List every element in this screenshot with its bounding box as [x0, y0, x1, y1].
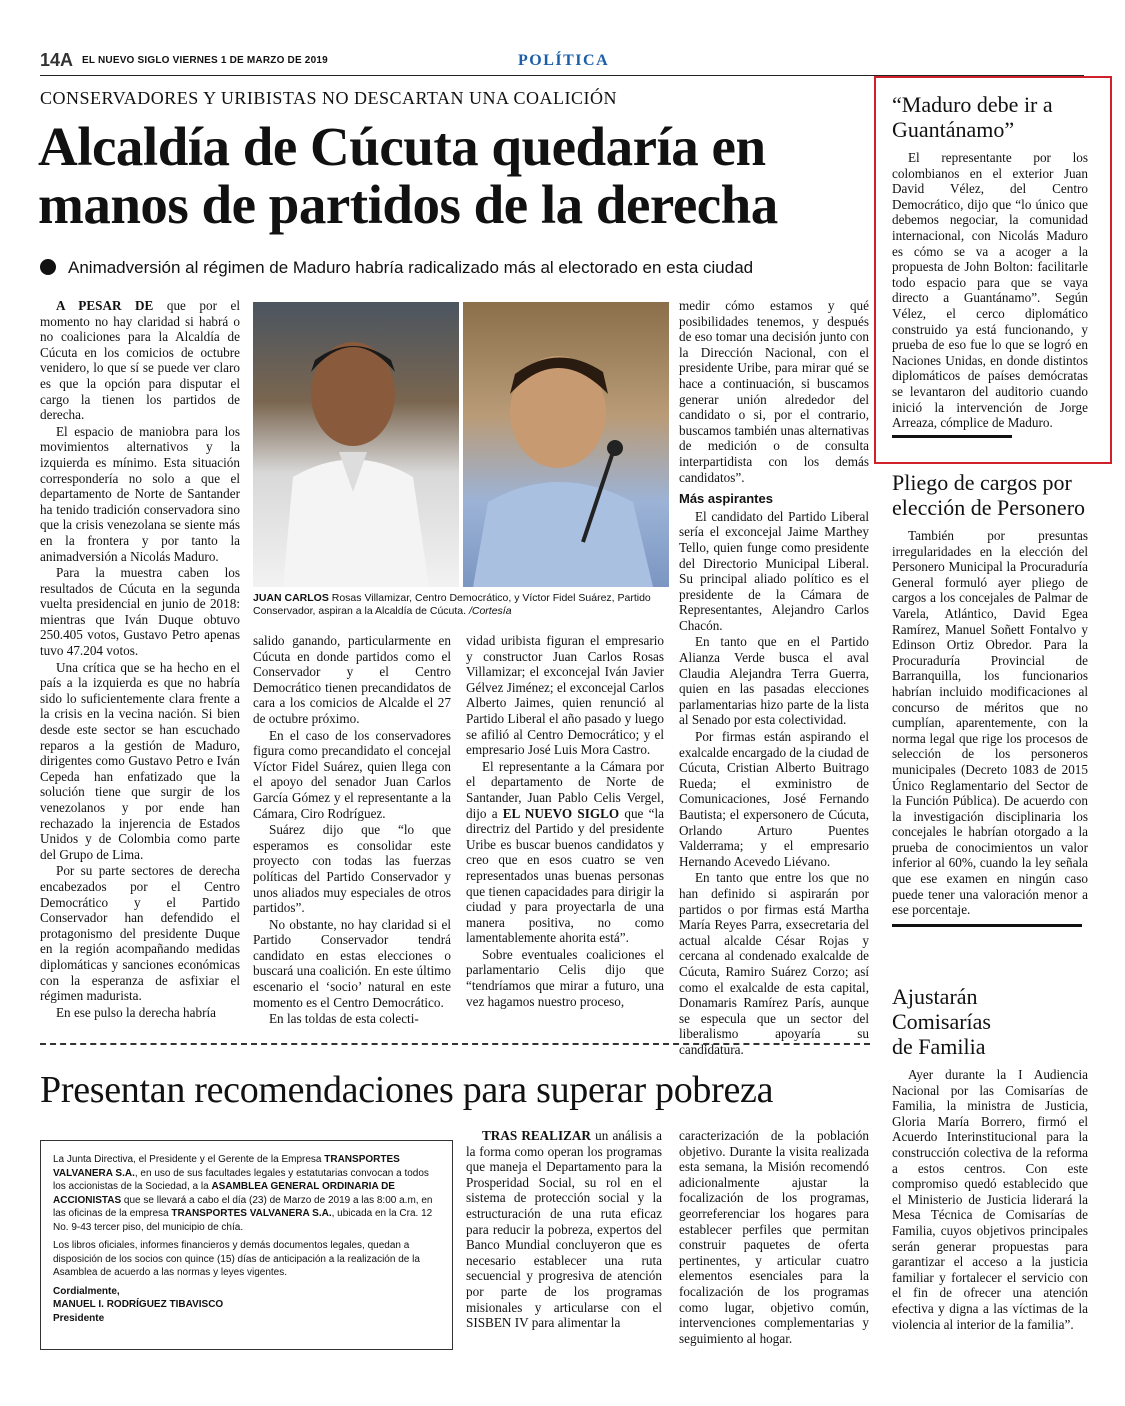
article-column-3	[466, 633, 664, 1010]
paragraph: salido ganando, particularmente en Cúcuta en donde partidos como el Conservador y el Centro Democrático tienen precandidatos de cara a los comicios de Alcalde el 27 de octubre próximo.	[253, 633, 451, 726]
article-column-2	[253, 633, 451, 1028]
notice-signer: MANUEL I. RODRÍGUEZ TIBAVISCO	[53, 1299, 224, 1310]
section-subtitle: Más aspirantes	[679, 491, 773, 507]
notice-closing: Cordialmente,	[53, 1285, 120, 1297]
paragraph: El espacio de maniobra para los movimientos alternativos y la izquierda es mínimo. Esta situación correspondería no solo a que el departamento de Norte de Santander ha tenido tradición conservadora sino que la crisis venezolana se siente más en la frontera y por tanto la animadversión a Nicolás Maduro.	[40, 423, 240, 564]
paragraph: En las toldas de esta colecti-	[269, 1011, 419, 1027]
paragraph: Para la muestra caben los resultados de Cúcuta en la segunda vuelta presidencial en junio de 2018: mientras que Iván Duque obtuvo 250.405 votos, Gustavo Petro apenas tuvo 47.204 votos.	[40, 565, 240, 659]
sidebar-box-maduro	[892, 92, 1088, 438]
paragraph: En tanto que en el Partido Alianza Verde busca el aval Claudia Alejandra Terra Guerra, quien en las pasadas elecciones parlamentarias hizo parte de la lista al Senado por esta colectividad.	[679, 634, 869, 728]
sidebar-rule	[892, 924, 1082, 927]
paragraph-text: que “la directriz del Partido y del presidente Uribe es buscar buenos candidatos y creo que en esos cuatro se ven representados unas buenas personas que tienen capacidades para dirigir la ciudad y para proyectarla de una manera positiva, no como lamentablemente ahorita está”.	[466, 805, 664, 946]
notice-assembly: ASAMBLEA GENERAL ORDINARIA DE ACCIONISTAS	[53, 1181, 395, 1206]
photo-caption	[253, 592, 669, 618]
sidebar-rule	[892, 435, 1012, 438]
notice-text: que se llevará a cabo el día (23) de Marzo de 2019 a las 8:00 a.m, en las oficinas de la empresa	[53, 1194, 433, 1219]
sidebar-title: “Maduro debe ir a Guantánamo”	[892, 92, 1053, 142]
paragraph-text: que por el momento no hay claridad si habrá o no coaliciones para la Alcaldía de Cúcuta en los comicios de octubre venidero, lo que sí se puede ver claro es que la opción para disputar el cargo la tienen los partidos de derecha.	[40, 298, 240, 423]
bullet-icon	[40, 259, 56, 275]
second-article-column-1	[466, 1128, 662, 1332]
publication-mention: EL NUEVO SIGLO	[502, 805, 620, 821]
paragraph	[466, 1128, 662, 1331]
caption-credit: /Cortesía	[466, 605, 512, 617]
notice-text: La Junta Directiva, el Presidente y el Gerente de la Empresa	[53, 1154, 325, 1165]
paragraph: Suárez dijo que “lo que esperamos es consolidar este proyecto con todas las fuerzas políticas del Partido Conservador y unos aliados muy especiales de otros partidos”.	[253, 822, 451, 916]
article-headline: Alcaldía de Cúcuta quedaría en manos de partidos de la derecha	[38, 116, 778, 235]
article-column-1	[40, 298, 240, 1021]
paragraph-text: un análisis a la forma como operan los programas que maneja el Departamento para la Prosperidad Social, su rol en el sistema de protección social y la estructuración de una ruta eficaz para reducir la pobreza, expertos del Banco Mundial concluyeron que es necesario establecer una ruta secuencial y progresiva de atención por parte de los programas misionales y articularse con el SISBEN IV para alimentar la	[466, 1128, 662, 1331]
shareholders-notice	[40, 1140, 453, 1350]
notice-text: , en uso de sus facultades legales y estatutarias convocan a todos los accionistas de la Sociedad, a la	[53, 1167, 429, 1192]
section-name: POLÍTICA	[518, 52, 610, 69]
paragraph: En el caso de los conservadores figura como precandidato el concejal Víctor Fidel Suárez, quien llega con el apoyo del senador Juan Carlos García Gómez y el representante a la Cámara, Ciro Rodríguez.	[253, 727, 451, 821]
paragraph-text: El representante a la Cámara por el departamento de Norte de Santander, Juan Pablo Celis Vergel, dijo a	[466, 758, 664, 821]
lead-in: TRAS REALIZAR	[482, 1128, 591, 1143]
page-header	[40, 44, 1084, 76]
paragraph: Una crítica que se ha hecho en el país a la izquierda es que no habría sido lo suficientemente clara frente a la crisis en la vecina nación. Si bien desde este sector se han escuchado reparos a la gestión de Maduro, dirigentes como Gustavo Petro e Iván Cepeda han enfatizado que la solución tiene que surgir de los venezolanos y por ende han rechazado la injerencia de Estados Unidos y de Colombia como parte del Grupo de Lima.	[40, 659, 240, 862]
caption-text: Rosas Villamizar, Centro Democrático, y Víctor Fidel Suárez, Partido Conservador, aspiran a la Alcaldía de Cúcuta.	[253, 592, 651, 617]
photo-juan-carlos-rosas	[463, 302, 669, 587]
sidebar-box-comisarias	[892, 984, 1088, 1332]
article-kicker: CONSERVADORES Y URIBISTAS NO DESCARTAN UNA COALICIÓN	[40, 88, 617, 108]
caption-name: JUAN CARLOS	[253, 592, 329, 604]
sidebar-box-personero	[892, 470, 1088, 927]
sidebar-body: Ayer durante la I Audiencia Nacional por las Comisarías de Familia, la ministra de Justicia, Gloria María Borrero, firmó el Acuerdo Interinstitucional para la construcción colectiva de la reforma a estos centros. Con este compromiso quedó establecido que el Ministerio de Justicia liderará la Mesa Técnica de Comisarías de Familia, cuyos objetivos principales serán generar propuestas para garantizar el acceso a la justicia familiar y fortalecer el servicio con el fin de ofrecer una atención efectiva y digna a las víctimas de la violencia al interior de la familia”.	[892, 1067, 1088, 1332]
second-article-headline: Presentan recomendaciones para superar pobreza	[40, 1069, 774, 1111]
paragraph	[466, 759, 664, 946]
notice-role: Presidente	[53, 1312, 105, 1324]
page-number: 14A	[40, 50, 74, 70]
paragraph: En ese pulso la derecha habría	[56, 1004, 217, 1020]
portrait-illustration	[463, 302, 669, 587]
paragraph: En tanto que entre los que no han definido si aspirarán por partidos o por firmas está Martha María Reyes Parra, exsecretaria del actual alcalde César Rojas y cercana al condenado exalcalde de Cúcuta, Ramiro Suárez Corzo; así como el exalcalde de esta capital, Donamaris Ramírez París, aunque se especula que un sector del liberalismo apoyaría su candidatura.	[679, 870, 869, 1057]
sidebar-body: El representante por los colombianos en el exterior Juan David Vélez, del Centro Democrático, dijo que “lo único que debemos negociar, la comunidad internacional, con Nicolás Maduro es cómo se va a acoger a la propuesta de John Bolton: facilitarle todo espacio para que se vaya directo a Guantánamo”. Según Vélez, el cerco diplomático construido ya está funcionando, y prueba de eso fue lo que se logró en Naciones Unidas, en donde distintos diplomáticos de países demócratas se levantaron del auditorio cuando inició la intervención de Jorge Arreaza, cómplice de Maduro.	[892, 150, 1088, 431]
notice-text: , ubicada en la Cra. 12 No. 9-43 tercer piso, del municipio de chía.	[53, 1208, 433, 1233]
paragraph: medir cómo estamos y qué posibilidades tenemos, y después de eso tomar una decisión junto con la Dirección Nacional, con el presidente Uribe, para mirar qué se hace a continuación, si buscamos generar unión alrededor del candidato o si, por el contrario, buscamos también unas alternativas de medición o de consulta interpartidista con los demás candidatos”.	[679, 298, 869, 485]
paragraph: caracterización de la población objetivo. Durante la visita realizada esta semana, la Misión recomendó adicionalmente ajustar la focalización de los programas, georreferenciar los hogares para establecer perfiles que permitan construir paquetes de oferta pertinentes, y articular cuatro elementos esenciales para la focalización de los programas como lugar, objetivo común, intervenciones complementarias y seguimiento al hogar.	[679, 1128, 869, 1346]
article-subhead	[40, 258, 870, 278]
notice-paragraph	[53, 1153, 442, 1234]
article-column-4	[679, 298, 869, 1059]
paragraph: No obstante, no hay claridad si el Partido Conservador tendrá candidato en estas elecciones o buscará una coalición. En este último escenario el ‘socio’ natural en este momento es el Centro Democrático.	[253, 916, 451, 1010]
sidebar-title: Ajustarán Comisarías de Familia	[892, 984, 991, 1059]
publication-line: EL NUEVO SIGLO VIERNES 1 DE MARZO DE 2019	[82, 55, 328, 66]
photo-victor-fidel-suarez	[253, 302, 459, 587]
paragraph: Por su parte sectores de derecha encabezados por el Centro Democrático y el Partido Conservador han defendido el protagonismo del presidente Duque en la región acompañando medidas diplomáticas y sanciones económicas con la esperanza de asfixiar el régimen madurista.	[40, 863, 240, 1004]
subhead-text: Animadversión al régimen de Maduro habría radicalizado más al electorado en esta ciudad	[68, 258, 754, 277]
paragraph: Sobre eventuales coaliciones el parlamentario Celis dijo que “tendríamos que mirar a futuro, una vez hagamos nuestro proceso,	[466, 946, 664, 1009]
paragraph: vidad uribista figuran el empresario y constructor Juan Carlos Rosas Villamizar; el exconcejal Iván Javier Gélvez Jiménez; el exconcejal Carlos Alberto Jaimes, quien renunció al Partido Liberal el año pasado y luego se afilió al Centro Democrático; y el empresario José Luis Mora Castro.	[466, 633, 664, 758]
notice-company: TRANSPORTES VALVANERA S.A.	[53, 1154, 400, 1179]
paragraph: Por firmas están aspirando el exalcalde encargado de la ciudad de Cúcuta, Cristian Alberto Buitrago Rueda; el exministro de Comunicaciones, José Fernando Bautista; el expersonero de Cúcuta, Orlando Arturo Puentes Valderrama; y el empresario Hernando Acevedo Liévano.	[679, 729, 869, 869]
paragraph: El candidato del Partido Liberal sería el exconcejal Jaime Marthey Tello, quien funge como presidente del Directorio Municipal Liberal. Su principal aliado político es el presidente de la Cámara de Representantes, Alejandro Carlos Chacón.	[679, 508, 869, 633]
paragraph	[40, 298, 240, 423]
notice-paragraph: Los libros oficiales, informes financieros y demás documentos legales, quedan a disposición de los socios con quince (15) días de anticipación a la realización de la Asamblea de acuerdo a las normas y leyes vigentes.	[53, 1240, 420, 1278]
sidebar-body: También por presuntas irregularidades en la elección del Personero Municipal la Procuraduría General formuló ayer pliego de cargos a los concejales de Palmar de Varela, Atlántico, David Egea Ramírez, Manuel Soñett Fontalvo y Edinson Ortiz Obredor. Para la Procuraduría Provincial de Barranquilla, los funcionarios habrían incluido modificaciones al concurso de méritos que no cumplían, aparentemente, con la norma legal que rige los procesos de selección de los personeros municipales (Decreto 1083 de 2015 Único Reglamentario del Sector de la Función Pública). De acuerdo con la investigación disciplinaria los concejales le habrían otorgado a la prueba de conocimientos un valor inferior al 60%, cuando la ley señala que ese examen en ningún caso puede tener una valoración menor a ese porcentaje.	[892, 528, 1088, 918]
portrait-illustration	[253, 302, 459, 587]
notice-company: TRANSPORTES VALVANERA S.A.	[171, 1208, 332, 1219]
sidebar-title: Pliego de cargos por elección de Personero	[892, 470, 1086, 520]
second-article-column-2	[679, 1128, 869, 1347]
lead-in: A PESAR DE	[56, 298, 154, 313]
section-divider	[40, 1043, 870, 1045]
